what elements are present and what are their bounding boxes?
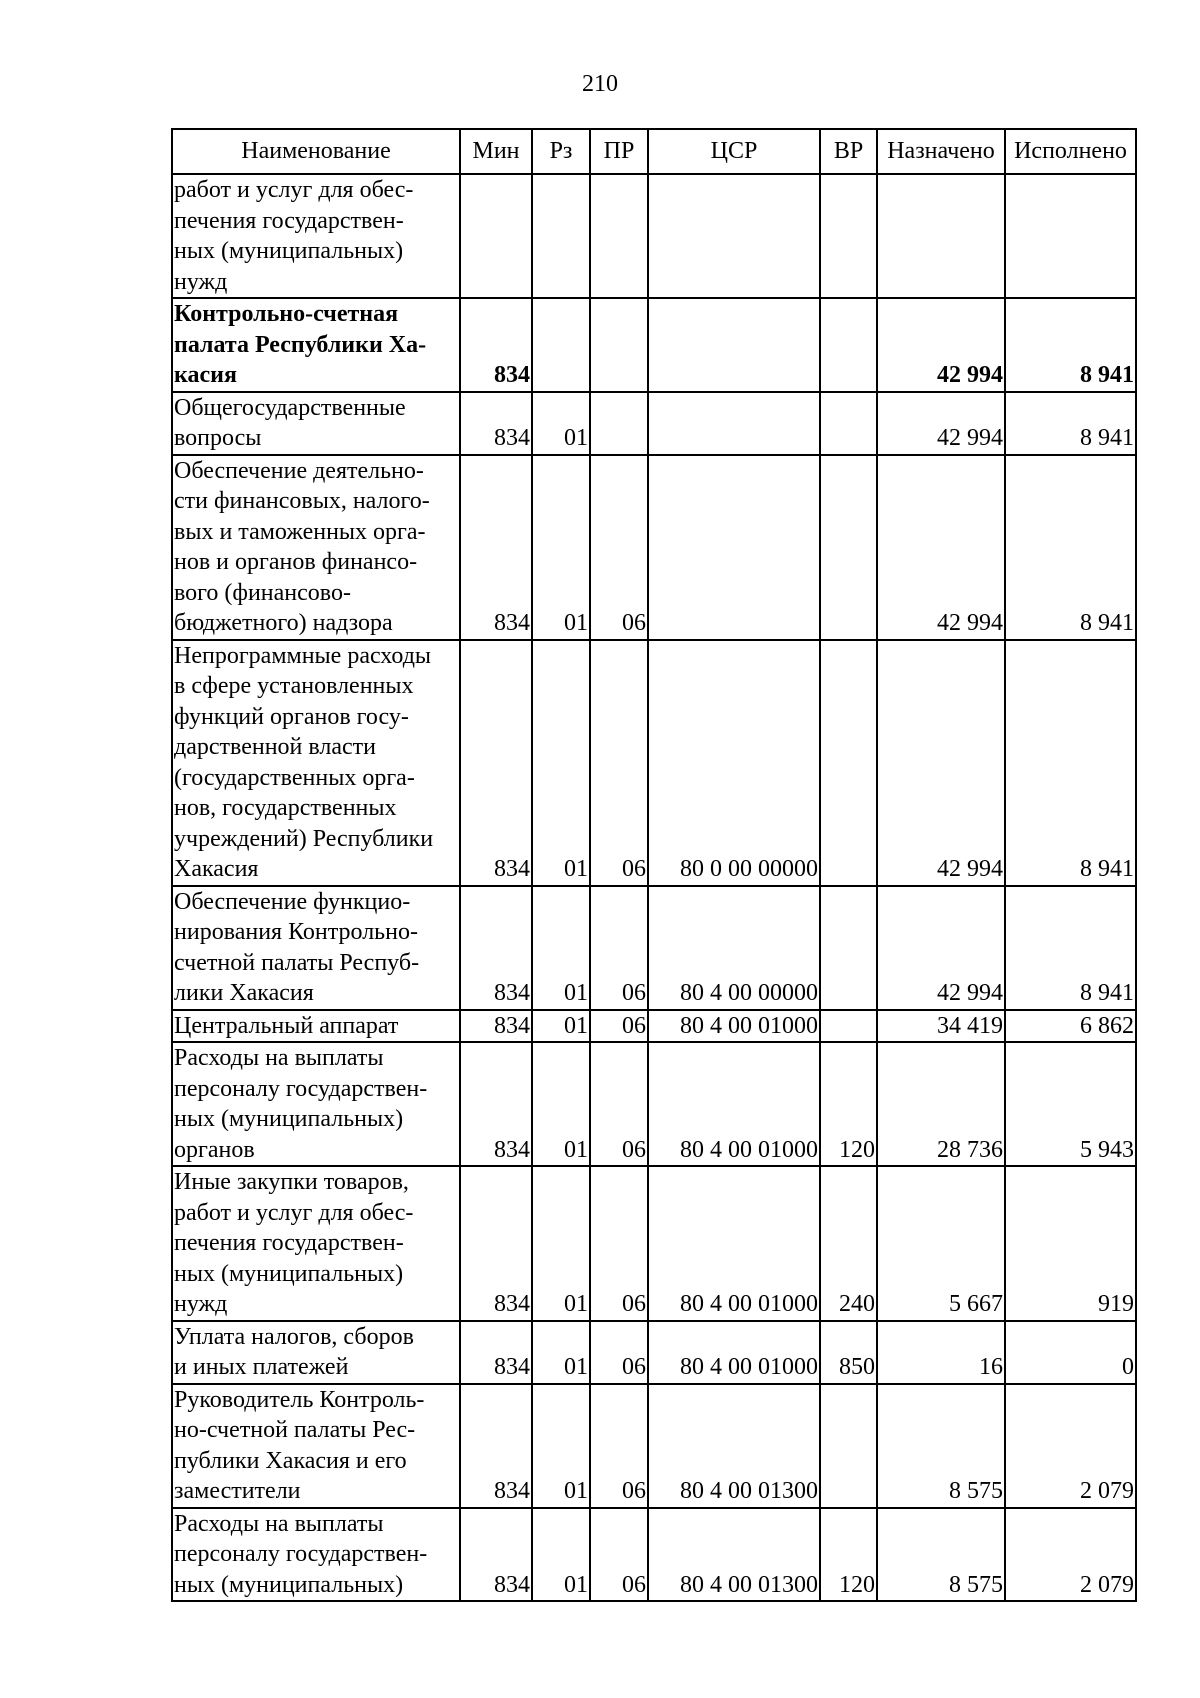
cell-rz: 01 xyxy=(532,886,590,1010)
column-header-name: Наименование xyxy=(172,129,460,174)
cell-name-line: лики Хакасия xyxy=(174,980,314,1006)
cell-assigned: 5 667 xyxy=(877,1166,1005,1321)
cell-name-line: вопросы xyxy=(174,425,262,451)
cell-name-line: работ и услуг для обес- xyxy=(174,177,414,203)
cell-name-line: Расходы на выплаты xyxy=(174,1510,384,1537)
cell-pr xyxy=(590,298,648,392)
budget-table xyxy=(171,128,1137,1602)
cell-name-line: Обеспечение функцио- xyxy=(174,888,411,915)
cell-pr xyxy=(590,174,648,298)
cell-name xyxy=(172,640,460,886)
cell-min xyxy=(460,174,532,298)
cell-name-line: ных (муниципальных) xyxy=(174,1106,404,1132)
cell-min: 834 xyxy=(460,1010,532,1043)
table-row xyxy=(172,1042,1136,1166)
cell-name-line: Иные закупки товаров, xyxy=(174,1169,409,1195)
cell-name-line: нов и органов финансо- xyxy=(174,549,418,575)
cell-pr: 06 xyxy=(590,886,648,1010)
cell-min: 834 xyxy=(460,1321,532,1384)
cell-rz: 01 xyxy=(532,392,590,455)
cell-csr: 80 4 00 00000 xyxy=(648,886,820,1010)
cell-name xyxy=(172,886,460,1010)
cell-name-line: (государственных орга- xyxy=(174,764,415,791)
cell-rz: 01 xyxy=(532,1010,590,1043)
cell-pr: 06 xyxy=(590,455,648,640)
table-header-row xyxy=(172,129,1136,174)
cell-name xyxy=(172,1042,460,1166)
table-row xyxy=(172,455,1136,640)
cell-rz xyxy=(532,298,590,392)
table-row xyxy=(172,1321,1136,1384)
cell-pr: 06 xyxy=(590,1166,648,1321)
cell-name-line: Расходы на выплаты xyxy=(174,1045,384,1071)
column-header-rz: Рз xyxy=(532,129,590,174)
cell-name xyxy=(172,174,460,298)
cell-csr: 80 0 00 00000 xyxy=(648,640,820,886)
cell-name-line: бюджетного) надзора xyxy=(174,610,393,636)
cell-name-line: в сфере установленных xyxy=(174,673,414,699)
cell-executed: 2 079 xyxy=(1005,1508,1136,1602)
cell-name-line: ных (муниципальных) xyxy=(174,1260,404,1287)
cell-rz: 01 xyxy=(532,455,590,640)
cell-executed: 8 941 xyxy=(1005,298,1136,392)
cell-assigned: 42 994 xyxy=(877,886,1005,1010)
cell-name-line: функций органов госу- xyxy=(174,703,409,730)
cell-name-line: вого (финансово- xyxy=(174,579,351,606)
cell-vr: 850 xyxy=(820,1321,877,1384)
cell-name xyxy=(172,1166,460,1321)
cell-name-line: Руководитель Контроль- xyxy=(174,1386,425,1413)
cell-rz xyxy=(532,174,590,298)
page-number: 210 xyxy=(582,71,618,97)
column-header-executed: Исполнено xyxy=(1005,129,1136,174)
cell-vr: 120 xyxy=(820,1508,877,1602)
cell-assigned xyxy=(877,174,1005,298)
cell-executed: 5 943 xyxy=(1005,1042,1136,1166)
cell-csr xyxy=(648,455,820,640)
table-row xyxy=(172,1010,1136,1043)
cell-csr xyxy=(648,392,820,455)
cell-name-line: сти финансовых, налого- xyxy=(174,488,430,514)
cell-name xyxy=(172,1010,460,1043)
cell-csr: 80 4 00 01000 xyxy=(648,1010,820,1043)
cell-executed: 8 941 xyxy=(1005,455,1136,640)
cell-rz: 01 xyxy=(532,1384,590,1508)
cell-vr xyxy=(820,640,877,886)
cell-name xyxy=(172,455,460,640)
cell-min: 834 xyxy=(460,392,532,455)
cell-min: 834 xyxy=(460,1042,532,1166)
cell-vr: 240 xyxy=(820,1166,877,1321)
table-row xyxy=(172,298,1136,392)
column-header-pr: ПР xyxy=(590,129,648,174)
cell-assigned: 28 736 xyxy=(877,1042,1005,1166)
cell-rz: 01 xyxy=(532,1508,590,1602)
cell-vr xyxy=(820,392,877,455)
cell-name-line: заместители xyxy=(174,1478,301,1504)
cell-csr: 80 4 00 01000 xyxy=(648,1321,820,1384)
cell-executed: 8 941 xyxy=(1005,640,1136,886)
cell-vr xyxy=(820,1384,877,1508)
cell-executed: 919 xyxy=(1005,1166,1136,1321)
cell-csr: 80 4 00 01000 xyxy=(648,1042,820,1166)
column-header-min: Мин xyxy=(460,129,532,174)
cell-assigned: 16 xyxy=(877,1321,1005,1384)
cell-name-line: нов, государственных xyxy=(174,795,397,821)
cell-name-line: работ и услуг для обес- xyxy=(174,1199,414,1226)
cell-name-line: Центральный аппарат xyxy=(174,1012,399,1039)
cell-assigned: 42 994 xyxy=(877,455,1005,640)
cell-name-line: ных (муниципальных) xyxy=(174,238,404,264)
cell-executed xyxy=(1005,174,1136,298)
cell-name-line: Хакасия xyxy=(174,856,259,882)
cell-pr: 06 xyxy=(590,1384,648,1508)
cell-pr: 06 xyxy=(590,640,648,886)
cell-name-line: нужд xyxy=(174,268,228,295)
table-row xyxy=(172,1384,1136,1508)
cell-name-line: счетной палаты Респуб- xyxy=(174,949,420,976)
cell-min: 834 xyxy=(460,455,532,640)
cell-min: 834 xyxy=(460,640,532,886)
cell-name-line: и иных платежей xyxy=(174,1354,349,1380)
cell-pr: 06 xyxy=(590,1508,648,1602)
cell-rz: 01 xyxy=(532,640,590,886)
cell-min: 834 xyxy=(460,886,532,1010)
cell-name-line: печения государствен- xyxy=(174,1230,404,1256)
cell-executed: 6 862 xyxy=(1005,1010,1136,1043)
table-row xyxy=(172,174,1136,298)
cell-min: 834 xyxy=(460,1508,532,1602)
cell-csr: 80 4 00 01300 xyxy=(648,1384,820,1508)
cell-min: 834 xyxy=(460,1384,532,1508)
cell-name-line: Контрольно-счетная xyxy=(174,301,399,327)
table-row xyxy=(172,392,1136,455)
cell-pr: 06 xyxy=(590,1321,648,1384)
cell-executed: 8 941 xyxy=(1005,392,1136,455)
cell-name-line: касия xyxy=(174,362,237,388)
cell-vr xyxy=(820,455,877,640)
cell-csr: 80 4 00 01000 xyxy=(648,1166,820,1321)
cell-csr xyxy=(648,174,820,298)
cell-name xyxy=(172,1321,460,1384)
cell-name-line: учреждений) Республики xyxy=(174,825,434,852)
cell-name xyxy=(172,1384,460,1508)
table-row xyxy=(172,640,1136,886)
cell-executed: 8 941 xyxy=(1005,886,1136,1010)
column-header-vr: ВР xyxy=(820,129,877,174)
cell-name-line: печения государствен- xyxy=(174,207,404,234)
cell-name-line: палата Республики Ха- xyxy=(174,331,427,358)
cell-pr: 06 xyxy=(590,1010,648,1043)
cell-name-line: Уплата налогов, сборов xyxy=(174,1323,414,1350)
cell-vr: 120 xyxy=(820,1042,877,1166)
cell-name-line: Общегосударственные xyxy=(174,394,406,421)
table-row xyxy=(172,1508,1136,1602)
column-header-csr: ЦСР xyxy=(648,129,820,174)
cell-rz: 01 xyxy=(532,1166,590,1321)
cell-name-line: дарственной власти xyxy=(174,734,377,760)
cell-min: 834 xyxy=(460,298,532,392)
cell-vr xyxy=(820,174,877,298)
table-body xyxy=(172,174,1136,1601)
table-row xyxy=(172,1166,1136,1321)
cell-name xyxy=(172,392,460,455)
cell-assigned: 42 994 xyxy=(877,392,1005,455)
cell-name-line: органов xyxy=(174,1136,255,1163)
cell-min: 834 xyxy=(460,1166,532,1321)
cell-name-line: Обеспечение деятельно- xyxy=(174,457,424,484)
cell-name-line: публики Хакасия и его xyxy=(174,1447,407,1474)
cell-vr xyxy=(820,298,877,392)
cell-name-line: нирования Контрольно- xyxy=(174,919,418,945)
cell-assigned: 34 419 xyxy=(877,1010,1005,1043)
cell-name-line: Непрограммные расходы xyxy=(174,642,432,669)
cell-name-line: ных (муниципальных) xyxy=(174,1571,404,1598)
cell-name-line: вых и таможенных орга- xyxy=(174,518,426,545)
cell-executed: 2 079 xyxy=(1005,1384,1136,1508)
cell-assigned: 42 994 xyxy=(877,640,1005,886)
cell-csr: 80 4 00 01300 xyxy=(648,1508,820,1602)
cell-rz: 01 xyxy=(532,1042,590,1166)
cell-name-line: персоналу государствен- xyxy=(174,1541,428,1567)
cell-pr xyxy=(590,392,648,455)
table-row xyxy=(172,886,1136,1010)
cell-assigned: 8 575 xyxy=(877,1384,1005,1508)
cell-name xyxy=(172,298,460,392)
cell-name-line: персоналу государствен- xyxy=(174,1075,428,1102)
cell-assigned: 42 994 xyxy=(877,298,1005,392)
cell-vr xyxy=(820,886,877,1010)
cell-assigned: 8 575 xyxy=(877,1508,1005,1602)
cell-pr: 06 xyxy=(590,1042,648,1166)
cell-name xyxy=(172,1508,460,1602)
column-header-assigned: Назначено xyxy=(877,129,1005,174)
cell-executed: 0 xyxy=(1005,1321,1136,1384)
cell-vr xyxy=(820,1010,877,1043)
cell-csr xyxy=(648,298,820,392)
cell-name-line: нужд xyxy=(174,1291,228,1317)
cell-rz: 01 xyxy=(532,1321,590,1384)
cell-name-line: но-счетной палаты Рес- xyxy=(174,1417,416,1443)
